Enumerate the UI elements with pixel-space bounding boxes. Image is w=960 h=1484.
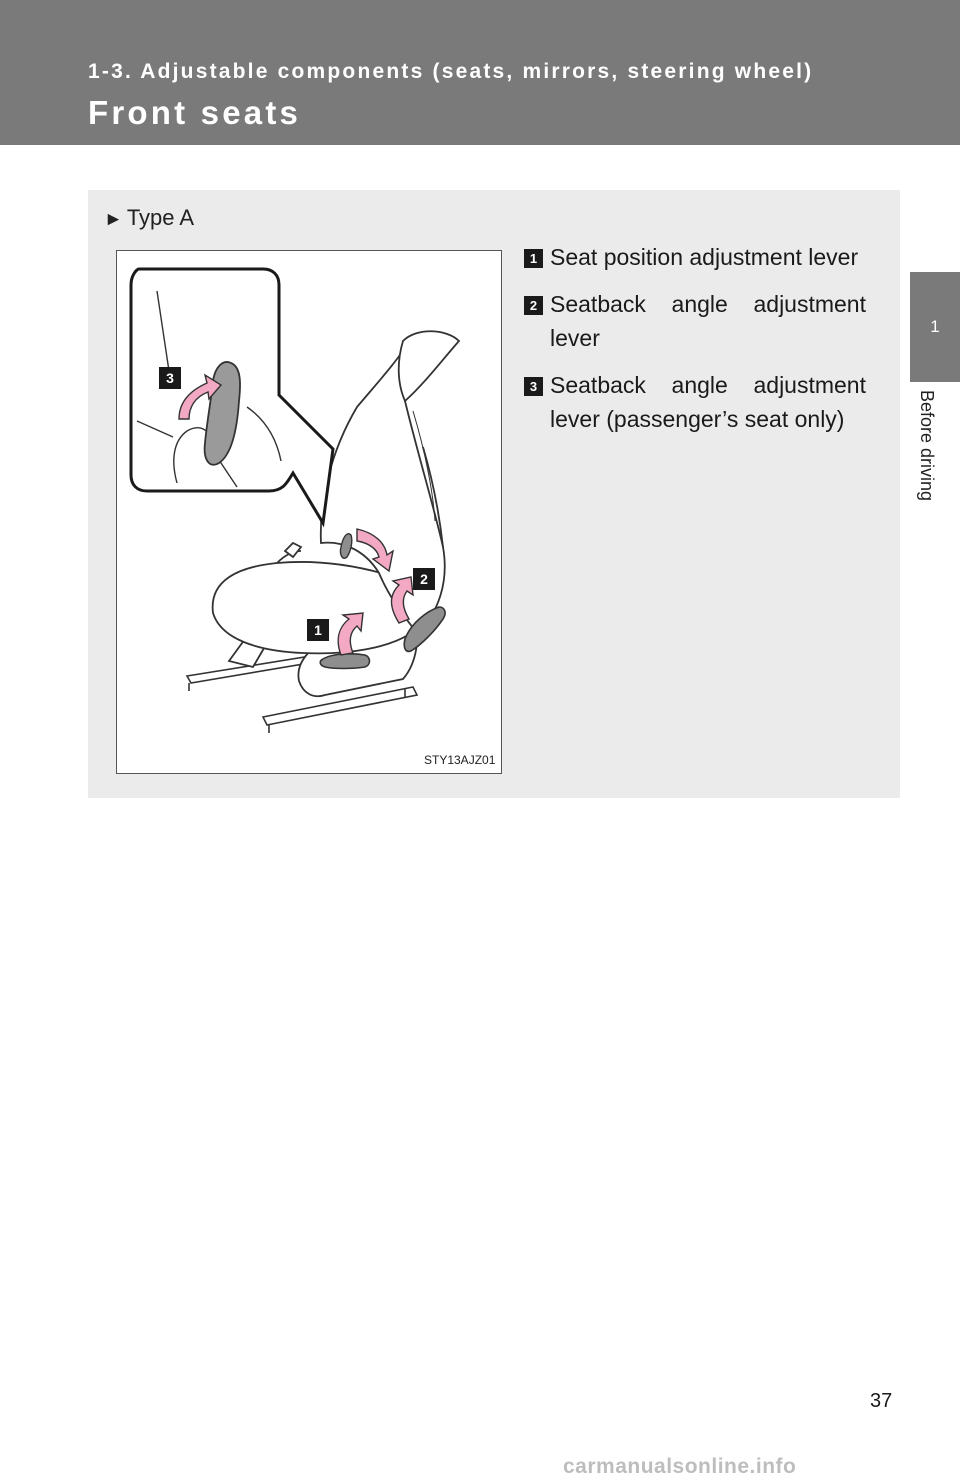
chapter-label-text: Before driving bbox=[917, 390, 937, 502]
legend-item-3 bbox=[524, 368, 866, 436]
type-label-text: Type A bbox=[126, 205, 195, 230]
chapter-label bbox=[910, 390, 960, 540]
callout-badge-2-text: 2 bbox=[420, 571, 428, 587]
page-title: Front seats bbox=[88, 94, 302, 131]
legend-list bbox=[524, 240, 866, 449]
seat-drawing bbox=[117, 251, 501, 773]
chapter-number: 1 bbox=[930, 317, 940, 336]
legend-item-2-text: Seatback angle adjustment lever bbox=[550, 291, 866, 351]
legend-item-2 bbox=[524, 287, 866, 355]
legend-item-1-text: Seat position adjustment lever bbox=[550, 244, 859, 270]
callout-badge-3-text: 3 bbox=[166, 370, 174, 386]
page-header bbox=[0, 0, 960, 145]
legend-item-3-text: Seatback angle adjustment lever (passenger’s seat only) bbox=[550, 372, 866, 432]
number-badge-1: 1 bbox=[524, 249, 543, 268]
number-badge-2: 2 bbox=[524, 296, 543, 315]
type-label bbox=[104, 205, 194, 231]
figure-code: STY13AJZ01 bbox=[424, 753, 496, 767]
watermark: carmanualsonline.info bbox=[563, 1455, 797, 1478]
triangle-bullet-icon: ► bbox=[104, 209, 123, 230]
callout-badge-1-text: 1 bbox=[314, 622, 322, 638]
position-lever bbox=[320, 654, 369, 669]
chapter-tab[interactable] bbox=[910, 272, 960, 382]
number-badge-3: 3 bbox=[524, 377, 543, 396]
legend-item-1 bbox=[524, 240, 866, 274]
page-number: 37 bbox=[870, 1390, 893, 1412]
section-title: 1-3. Adjustable components (seats, mirrors, steering wheel) bbox=[88, 60, 814, 83]
seat-illustration bbox=[116, 250, 502, 774]
